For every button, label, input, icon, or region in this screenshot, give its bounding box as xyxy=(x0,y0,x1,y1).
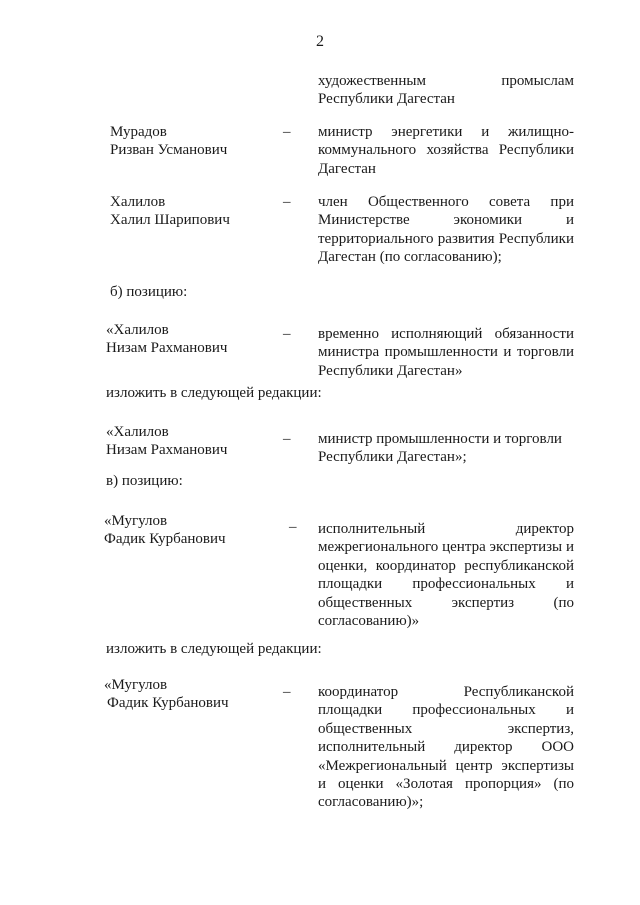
entry-surname: Халилов xyxy=(110,194,166,210)
entry-given-names: Низам Рахманович xyxy=(106,340,228,356)
entry-description: министр промышленности и торговли Республики Дагестан»; xyxy=(318,431,562,466)
entry-description: исполнительный директор межрегионального центра экспертизы и оценки, координатор республиканской площадки профессиональных и общественных экспертиз (по согласованию)» xyxy=(318,521,574,630)
entry-surname: «Халилов xyxy=(106,322,169,338)
entry-given-names: Фадик Курбанович xyxy=(107,695,229,711)
entry-surname: «Мугулов xyxy=(104,513,168,529)
paragraph-set-edition: изложить в следующей редакции: xyxy=(106,641,322,657)
entry-dash: – xyxy=(283,124,291,140)
entry-description: министр энергетики и жилищно-коммунального хозяйства Республики Дагестан xyxy=(318,124,574,177)
entry-dash: – xyxy=(283,431,291,447)
entry-given-names: Ризван Усманович xyxy=(110,142,228,158)
paragraph-v-position: в) позицию: xyxy=(106,473,183,489)
entry-given-names: Халил Шарипович xyxy=(110,212,230,228)
entry-dash: – xyxy=(283,684,291,700)
entry-description: координатор Республиканской площадки профессиональных и общественных экспертиз, исполнительный директор ООО «Межрегиональный центр экспертизы и оценки «Золотая пропорция» (по согласованию)»; xyxy=(318,684,574,811)
entry-description: временно исполняющий обязанности министра промышленности и торговли Республики Дагестан» xyxy=(318,326,574,379)
paragraph-set-edition: изложить в следующей редакции: xyxy=(106,385,322,401)
entry-surname: Мурадов xyxy=(110,124,167,140)
entry-description: член Общественного совета при Министерстве экономики и территориального развития Республики Дагестан (по согласованию); xyxy=(318,194,574,266)
entry-dash: – xyxy=(289,519,297,535)
entry-given-names: Фадик Курбанович xyxy=(104,531,226,547)
entry-dash: – xyxy=(283,194,291,210)
entry-dash: – xyxy=(283,326,291,342)
page-number: 2 xyxy=(316,33,324,50)
entry-surname: «Мугулов xyxy=(104,677,168,693)
entry-given-names: Низам Рахманович xyxy=(106,442,228,458)
entry-description: художественным промыслам Республики Дагестан xyxy=(318,73,574,108)
paragraph-b-position: б) позицию: xyxy=(110,284,188,300)
entry-surname: «Халилов xyxy=(106,424,169,440)
